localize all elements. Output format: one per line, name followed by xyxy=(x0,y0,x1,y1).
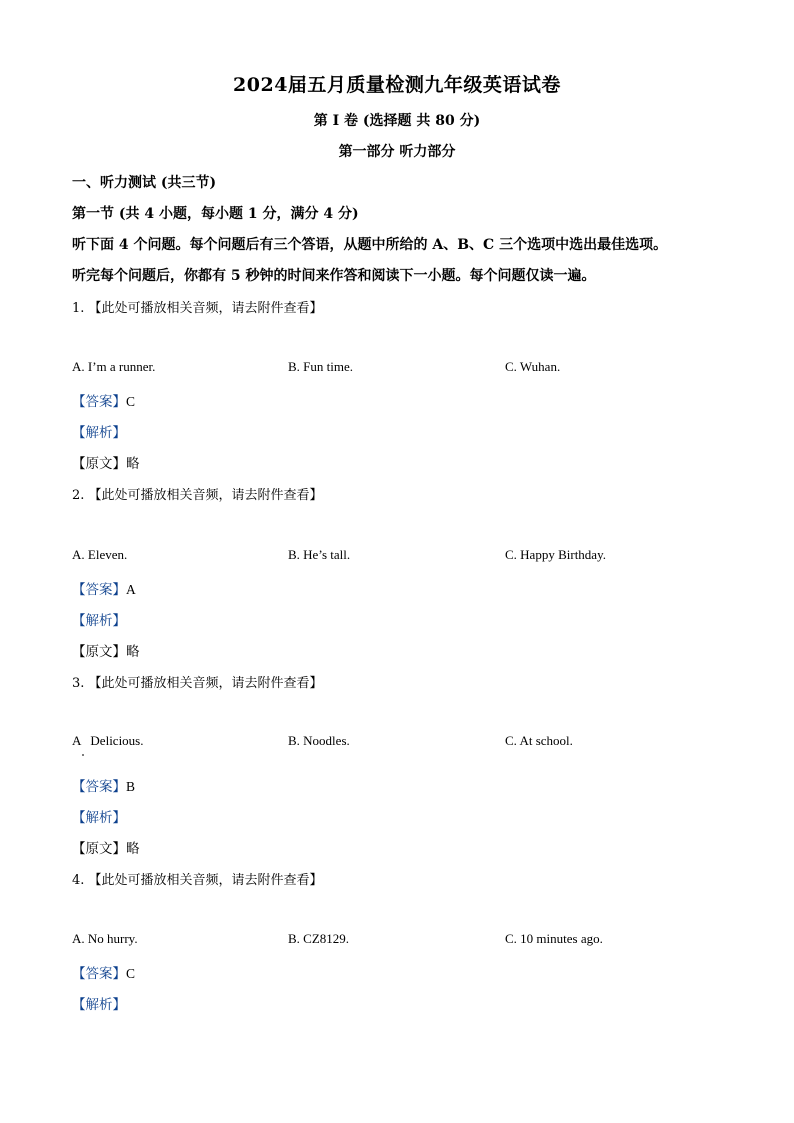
question-number: 3. xyxy=(72,676,85,691)
audio-prompt[interactable]: 【此处可播放相关音频，请去附件查看】 xyxy=(88,873,323,888)
analysis-label: 【解析】 xyxy=(72,613,126,629)
question-1 xyxy=(72,297,323,316)
original-row xyxy=(72,837,140,857)
answer-label: 【答案】 xyxy=(72,394,126,410)
question-4 xyxy=(72,869,323,888)
analysis-row xyxy=(72,609,126,629)
page-title: 2024届五月质量检测九年级英语试卷 xyxy=(233,74,561,96)
original-label: 【原文】 xyxy=(72,456,126,472)
option-a: A. No hurry. xyxy=(72,931,138,946)
analysis-label: 【解析】 xyxy=(72,997,126,1013)
option-a: A. Eleven. xyxy=(72,547,128,562)
question-2 xyxy=(72,484,323,503)
analysis-label: 【解析】 xyxy=(72,425,126,441)
analysis-row xyxy=(72,993,126,1013)
option-a: A. I’m a runner. xyxy=(72,359,156,374)
part-subtitle: 第一部分 听力部分 xyxy=(338,144,456,160)
audio-prompt[interactable]: 【此处可播放相关音频，请去附件查看】 xyxy=(88,488,323,503)
option-c: C. Wuhan. xyxy=(505,359,561,374)
section-sub-heading: 第一节 (共 4 小题，每小题 1 分，满分 4 分) xyxy=(72,206,359,222)
question-number: 2. xyxy=(72,488,85,503)
original-row xyxy=(72,640,140,660)
answer-value: C xyxy=(126,966,136,981)
original-row xyxy=(72,452,140,472)
stray-dot xyxy=(82,754,84,756)
original-label: 【原文】 xyxy=(72,841,126,857)
audio-prompt[interactable]: 【此处可播放相关音频，请去附件查看】 xyxy=(88,676,323,691)
question-3 xyxy=(72,672,323,691)
question-number: 4. xyxy=(72,873,85,888)
question-number: 1. xyxy=(72,301,85,316)
answer-value: B xyxy=(126,779,136,794)
option-a: A Delicious. xyxy=(72,733,144,748)
answer-row xyxy=(72,390,135,410)
original-label: 【原文】 xyxy=(72,644,126,660)
section-heading: 一、听力测试 (共三节) xyxy=(72,175,217,191)
instruction-line-1: 听下面 4 个问题。每个问题后有三个答语，从题中所给的 A、B、C 三个选项中选出最佳选项。 xyxy=(72,237,668,253)
answer-label: 【答案】 xyxy=(72,779,126,795)
option-b: B. Fun time. xyxy=(288,359,354,374)
option-b: B. Noodles. xyxy=(288,733,350,748)
option-b: B. He’s tall. xyxy=(288,547,351,562)
answer-label: 【答案】 xyxy=(72,966,126,982)
answer-value: C xyxy=(126,394,136,409)
analysis-row xyxy=(72,806,126,826)
answer-row xyxy=(72,578,136,598)
option-b: B. CZ8129. xyxy=(288,931,350,946)
option-c: C. Happy Birthday. xyxy=(505,547,606,562)
audio-prompt[interactable]: 【此处可播放相关音频，请去附件查看】 xyxy=(88,301,323,316)
original-value: 略 xyxy=(126,644,140,660)
volume-subtitle: 第 I 卷 (选择题 共 80 分) xyxy=(313,113,481,129)
option-c: C. At school. xyxy=(505,733,573,748)
analysis-row xyxy=(72,421,126,441)
answer-row xyxy=(72,775,135,795)
original-value: 略 xyxy=(126,456,140,472)
answer-value: A xyxy=(126,582,136,597)
analysis-label: 【解析】 xyxy=(72,810,126,826)
option-c: C. 10 minutes ago. xyxy=(505,931,603,946)
answer-label: 【答案】 xyxy=(72,582,126,598)
instruction-line-2: 听完每个问题后，你都有 5 秒钟的时间来作答和阅读下一小题。每个问题仅读一遍。 xyxy=(72,268,596,284)
original-value: 略 xyxy=(126,841,140,857)
answer-row xyxy=(72,962,135,982)
